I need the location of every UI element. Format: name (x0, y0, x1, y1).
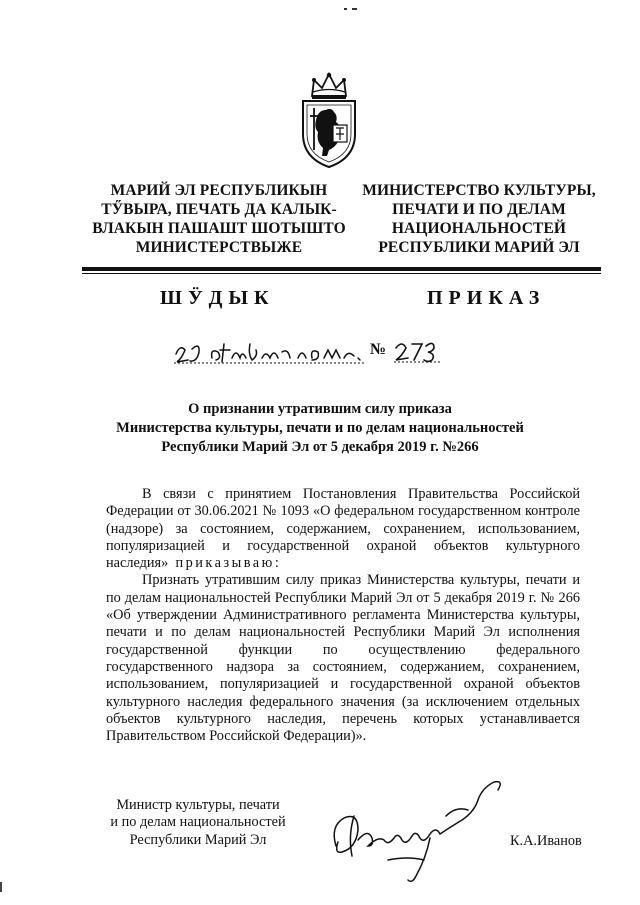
scan-mark (343, 6, 359, 12)
order-title-line: О признании утратившим силу приказа (188, 401, 452, 417)
header-divider (82, 267, 601, 271)
header-left-line: ТӲВЫРА, ПЕЧАТЬ ДА КАЛЫК- (101, 201, 337, 218)
signatory-position (106, 797, 290, 849)
header-divider-thin (82, 273, 601, 274)
signatory-position-line: и по делам национальностей (110, 814, 286, 831)
order-number-label: № (370, 341, 387, 358)
header-right-line: МИНИСТЕРСТВО КУЛЬТУРЫ, (362, 182, 596, 199)
body-paragraph-decision: Признать утратившим силу приказ Министерства культуры, печати и по делам национальностей Республики Марий Эл от 5 декабря 2019 г. № 266 «Об утверждении Административного регламента Министерства культуры, печати и по делам национальностей Республики Марий Эл исполнения государственной функции по осуществлению федерального государственного надзора за состоянием, содержанием, сохранением, использованием, популяризацией и государственной охраной объектов культурного наследия федерального значения (за исключением отдельных объектов культурного наследия, перечень которых устанавливается Правительством Российской Федерации)». (106, 572, 580, 745)
header-right-ministry-russian (348, 181, 610, 257)
handwritten-signature (328, 776, 508, 888)
header-left-line: МИНИСТЕРСТВЫЖЕ (135, 239, 303, 256)
header-right-line: РЕСПУБЛИКИ МАРИЙ ЭЛ (378, 239, 580, 256)
header-left-ministry-mari (88, 181, 350, 257)
order-title-line: Республики Марий Эл от 5 декабря 2019 г. №266 (161, 439, 479, 455)
header-right-line: ПЕЧАТИ И ПО ДЕЛАМ (392, 201, 566, 218)
order-title-line: Министерства культуры, печати и по делам национальностей (116, 420, 524, 436)
header-left-line: МАРИЙ ЭЛ РЕСПУБЛИКЫН (110, 182, 328, 199)
header-left-line: ВЛАКЫН ПАШАШТ ШОТЫШТО (92, 220, 346, 237)
preamble-text: В связи с принятием Постановления Правительства Российской Федерации от 30.06.2021 № 1093 «О федеральном государственном контроле (надзоре) за состоянием, содержанием, сохранением, использованием, популяризацией и государственной охраной объектов культурного наследия» (106, 486, 580, 572)
handwritten-date (172, 336, 367, 368)
order-body (106, 486, 580, 745)
doc-type-mari: ШӰДЫК (160, 287, 275, 309)
signatory-name: К.А.Иванов (510, 833, 582, 849)
handwritten-number (392, 336, 442, 366)
doc-type-russian: ПРИКАЗ (427, 287, 546, 309)
body-paragraph-preamble (106, 486, 580, 572)
scan-edge-mark (0, 880, 4, 894)
signatory-position-line: Республики Марий Эл (129, 831, 267, 848)
header-right-line: НАЦИОНАЛЬНОСТЕЙ (391, 220, 567, 237)
order-title (96, 400, 544, 457)
coat-of-arms-icon (296, 70, 362, 170)
order-verb: приказываю: (175, 555, 282, 572)
signatory-position-line: Министр культуры, печати (116, 797, 280, 813)
